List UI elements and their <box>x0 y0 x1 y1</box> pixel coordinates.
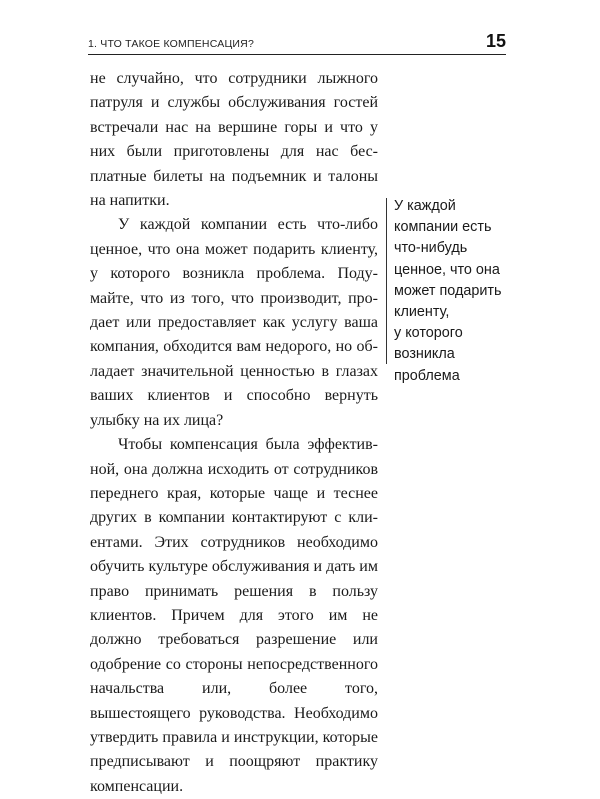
sidenote-line: компании есть <box>394 219 492 236</box>
sidenote-line: проблема <box>394 367 460 384</box>
sidenote-line: ценное, что она <box>394 261 500 278</box>
sidenote-line: у которого <box>394 325 463 342</box>
sidenote-line: возникла <box>394 346 455 363</box>
paragraph-2: У каждой компании есть что-либо ценное, что она может подарить клиенту, у которого возникла проблема. Подумайте, что из того, что производит, продает или предоставляет как услугу ваша компания, обходится вам недорого, но обладает значительной ценностью в глазах ваших клиентов и способно вернуть улыбку на их лица? <box>90 216 378 429</box>
paragraph-3: Чтобы компенсация была эффективной, она должна исходить от сотрудников переднего края, которые чаще и теснее других в компании контактируют с клиентами. Этих сотрудников необходимо обучить культуре обслуживания и дать им право принимать решения в пользу клиентов. Причем для этого им не должно требоваться разрешение или одобрение со стороны непосредственного начальства или, более того, вышестоящего руководства. Необходимо утвердить правила и инструкции, которые предписывают и поощряют практику компенсации. <box>90 436 378 795</box>
sidenote-line: У каждой <box>394 198 456 214</box>
header-divider <box>88 54 506 55</box>
sidenote-line: что-нибудь <box>394 240 468 257</box>
page-header <box>88 30 506 54</box>
sidenote-divider <box>386 198 387 364</box>
sidenote-line: клиенту, <box>394 304 450 321</box>
running-title: 1. ЧТО ТАКОЕ КОМПЕНСАЦИЯ? <box>88 38 254 50</box>
paragraph-1: не случайно, что сотрудники лыжного патруля и службы обслуживания гостей встречали нас на вершине горы и что у них были приготовлены для нас бесплатные билеты на подъемник и талоны на напитки. <box>90 70 378 210</box>
main-text-column <box>90 67 378 799</box>
sidenote-line: может подарить <box>394 282 502 299</box>
pull-quote-sidenote <box>394 196 514 387</box>
page-number: 15 <box>485 31 506 51</box>
